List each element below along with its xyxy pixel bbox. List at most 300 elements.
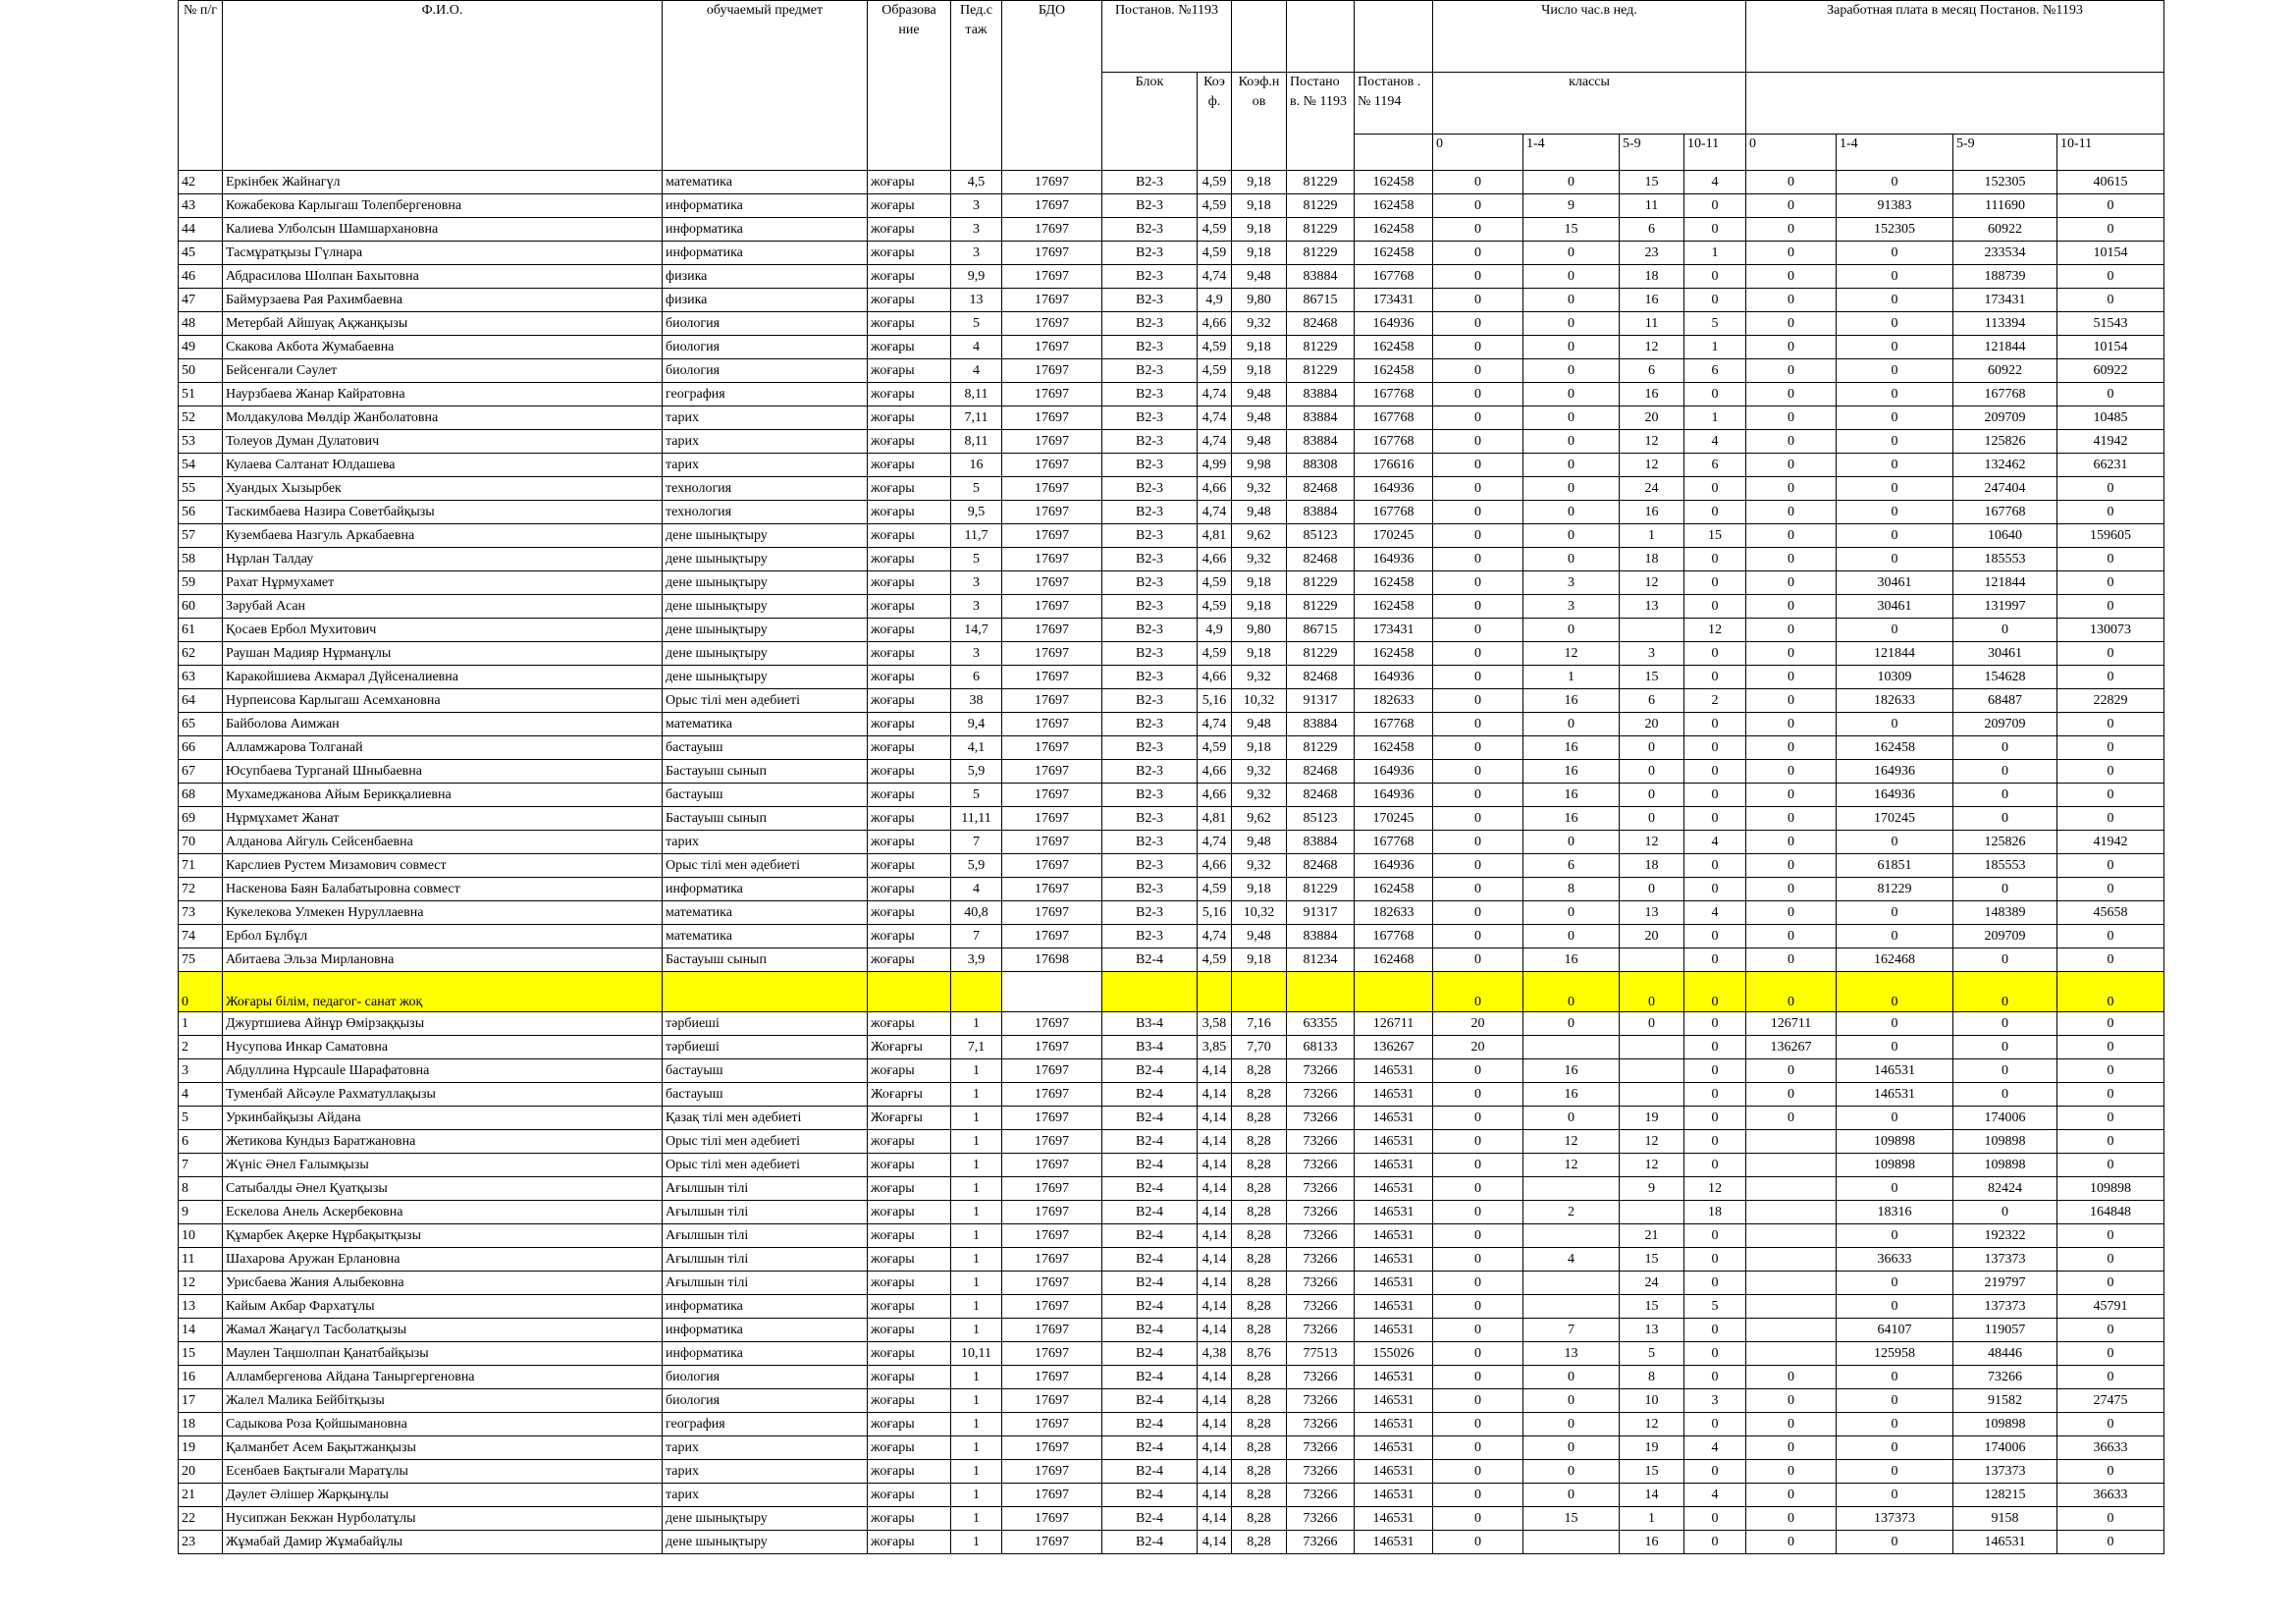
cell-post1194: 136267 (1355, 1036, 1433, 1059)
cell-salary-10-11: 130073 (2057, 619, 2164, 642)
cell-ped: 1 (951, 1389, 1002, 1413)
cell-name: Тасмұратқызы Гүлнара (223, 242, 663, 265)
cell-hours-5-9: 12 (1620, 1154, 1684, 1177)
cell-ped: 5,9 (951, 854, 1002, 878)
cell-subject: информатика (663, 218, 868, 242)
cell-hours-5-9 (1620, 1059, 1684, 1083)
cell-block: В2-4 (1102, 948, 1198, 972)
col-salary-1-4: 1-4 (1837, 135, 1953, 171)
cell-name: Жұмабай Дамир Жұмабайұлы (223, 1531, 663, 1554)
col-classes-header: классы (1433, 73, 1746, 135)
cell-salary-0: 0 (1746, 571, 1837, 595)
cell-hours-1-4: 12 (1523, 1130, 1620, 1154)
cell-name: Молдакулова Мөлдір Жанболатовна (223, 406, 663, 430)
cell-salary-0: 0 (1746, 784, 1837, 807)
cell-hours-1-4 (1523, 1531, 1620, 1554)
cell-hours-5-9: 12 (1620, 454, 1684, 477)
cell-salary-1-4: 81229 (1837, 878, 1953, 901)
cell-hours-0: 0 (1433, 948, 1523, 972)
cell-koef-hv: 10,32 (1232, 901, 1287, 925)
cell-salary-1-4: 0 (1837, 548, 1953, 571)
cell-koef: 4,66 (1198, 784, 1232, 807)
cell-num: 44 (179, 218, 223, 242)
cell-ped: 9,4 (951, 713, 1002, 736)
cell-hours-0: 0 (1433, 1272, 1523, 1295)
cell-hours-10-11: 0 (1684, 1460, 1746, 1484)
cell-hours-5-9: 21 (1620, 1224, 1684, 1248)
cell-block: В2-3 (1102, 501, 1198, 524)
cell-num: 2 (179, 1036, 223, 1059)
cell-salary-0: 0 (1746, 1507, 1837, 1531)
cell-ped: 7,1 (951, 1036, 1002, 1059)
cell-subject: дене шынықтыру (663, 1531, 868, 1554)
cell-salary-1-4: 137373 (1837, 1507, 1953, 1531)
cell-salary-10-11: 0 (2057, 948, 2164, 972)
table-row (179, 571, 2164, 595)
cell-hours-10-11: 0 (1684, 1059, 1746, 1083)
cell-block: В2-3 (1102, 571, 1198, 595)
cell-koef-hv: 9,98 (1232, 454, 1287, 477)
cell-subject: дене шынықтыру (663, 571, 868, 595)
cell-salary-5-9: 0 (1953, 1201, 2057, 1224)
cell-hours-1-4: 16 (1523, 736, 1620, 760)
cell-hours-5-9: 3 (1620, 642, 1684, 666)
cell-salary-1-4: 0 (1837, 477, 1953, 501)
cell-post1194: 146531 (1355, 1248, 1433, 1272)
cell-education: жоғары (868, 1201, 951, 1224)
cell-num: 55 (179, 477, 223, 501)
cell-bdo: 17697 (1002, 242, 1102, 265)
cell-post1194: 170245 (1355, 524, 1433, 548)
cell-block: В2-3 (1102, 713, 1198, 736)
cell-hours-10-11: 0 (1684, 595, 1746, 619)
cell-subject: Ағылшын тілі (663, 1248, 868, 1272)
cell-salary-5-9: 247404 (1953, 477, 2057, 501)
cell-koef: 4,59 (1198, 948, 1232, 972)
cell-hours-1-4 (1523, 1295, 1620, 1319)
cell-num: 56 (179, 501, 223, 524)
cell-num: 1 (179, 1012, 223, 1036)
cell-bdo: 17697 (1002, 831, 1102, 854)
cell-block: В2-4 (1102, 1389, 1198, 1413)
cell-post1193: 81229 (1287, 878, 1355, 901)
cell-salary-5-9: 0 (1953, 948, 2057, 972)
cell-post1194: 167768 (1355, 265, 1433, 289)
cell-hours-10-11: 0 (1684, 1248, 1746, 1272)
cell-hours-0: 0 (1433, 406, 1523, 430)
cell-education: жоғары (868, 359, 951, 383)
cell-bdo: 17697 (1002, 336, 1102, 359)
cell-education: жоғары (868, 1460, 951, 1484)
table-body-main (179, 171, 2164, 972)
cell-salary-1-4: 0 (1837, 265, 1953, 289)
cell-bdo: 17697 (1002, 901, 1102, 925)
cell-post1194: 176616 (1355, 454, 1433, 477)
cell-hours-1-4: 0 (1523, 430, 1620, 454)
cell-name: Нұрлан Талдау (223, 548, 663, 571)
cell-education: Жоғарғы (868, 1083, 951, 1107)
section-cell (1198, 972, 1232, 1012)
cell-koef-hv: 8,28 (1232, 1177, 1287, 1201)
cell-hours-5-9: 5 (1620, 1342, 1684, 1366)
table-row (179, 784, 2164, 807)
cell-salary-5-9: 209709 (1953, 925, 2057, 948)
cell-hours-0: 0 (1433, 925, 1523, 948)
col-fio-header: Ф.И.О. (223, 1, 663, 171)
cell-hours-5-9: 19 (1620, 1436, 1684, 1460)
cell-post1194: 146531 (1355, 1107, 1433, 1130)
cell-education: жоғары (868, 1389, 951, 1413)
section-cell (1002, 972, 1102, 1012)
cell-block: В2-3 (1102, 925, 1198, 948)
cell-bdo: 17697 (1002, 642, 1102, 666)
cell-salary-5-9: 0 (1953, 1059, 2057, 1083)
cell-education: жоғары (868, 312, 951, 336)
cell-salary-0: 0 (1746, 477, 1837, 501)
table-row (179, 1130, 2164, 1154)
cell-koef-hv: 9,18 (1232, 242, 1287, 265)
cell-koef: 4,74 (1198, 713, 1232, 736)
cell-block: В2-3 (1102, 878, 1198, 901)
cell-salary-10-11: 0 (2057, 1154, 2164, 1177)
cell-koef: 4,14 (1198, 1295, 1232, 1319)
cell-block: В2-4 (1102, 1224, 1198, 1248)
cell-koef: 4,14 (1198, 1130, 1232, 1154)
cell-ped: 4 (951, 878, 1002, 901)
cell-salary-10-11: 0 (2057, 1319, 2164, 1342)
cell-hours-0: 0 (1433, 477, 1523, 501)
cell-subject: дене шынықтыру (663, 524, 868, 548)
cell-education: жоғары (868, 736, 951, 760)
cell-bdo: 17697 (1002, 1059, 1102, 1083)
cell-koef-hv: 9,18 (1232, 336, 1287, 359)
cell-salary-1-4: 0 (1837, 1389, 1953, 1413)
cell-name: Баймурзаева Рая Рахимбаевна (223, 289, 663, 312)
col-post1193-header: Постано в. № 1193 (1287, 73, 1355, 171)
cell-name: Юсупбаева Турганай Шныбаевна (223, 760, 663, 784)
cell-hours-0: 0 (1433, 1436, 1523, 1460)
cell-hours-5-9: 16 (1620, 501, 1684, 524)
cell-hours-0: 0 (1433, 218, 1523, 242)
cell-salary-0: 0 (1746, 1366, 1837, 1389)
table-row (179, 1224, 2164, 1248)
cell-post1194: 162458 (1355, 359, 1433, 383)
cell-post1193: 91317 (1287, 689, 1355, 713)
cell-bdo: 17697 (1002, 784, 1102, 807)
cell-hours-1-4: 1 (1523, 666, 1620, 689)
cell-hours-10-11: 0 (1684, 1224, 1746, 1248)
cell-salary-0: 0 (1746, 312, 1837, 336)
cell-hours-0: 0 (1433, 595, 1523, 619)
cell-salary-10-11: 0 (2057, 807, 2164, 831)
cell-salary-0: 0 (1746, 383, 1837, 406)
cell-salary-1-4: 91383 (1837, 194, 1953, 218)
cell-bdo: 17697 (1002, 1366, 1102, 1389)
cell-bdo: 17697 (1002, 878, 1102, 901)
cell-koef-hv: 8,28 (1232, 1154, 1287, 1177)
cell-salary-5-9: 60922 (1953, 359, 2057, 383)
cell-bdo: 17697 (1002, 1036, 1102, 1059)
cell-hours-1-4: 0 (1523, 713, 1620, 736)
cell-hours-10-11: 0 (1684, 1342, 1746, 1366)
cell-post1194: 146531 (1355, 1130, 1433, 1154)
cell-koef: 4,14 (1198, 1507, 1232, 1531)
cell-hours-1-4: 0 (1523, 1012, 1620, 1036)
cell-post1193: 73266 (1287, 1224, 1355, 1248)
col-ped-header: Пед.с таж (951, 1, 1002, 171)
section-value: 0 (1523, 972, 1620, 1012)
cell-subject: технология (663, 501, 868, 524)
cell-block: В2-3 (1102, 807, 1198, 831)
cell-bdo: 17697 (1002, 524, 1102, 548)
cell-subject: тарих (663, 831, 868, 854)
cell-post1193: 86715 (1287, 619, 1355, 642)
cell-koef: 4,14 (1198, 1460, 1232, 1484)
col-empty-3 (1355, 1, 1433, 73)
cell-block: В2-3 (1102, 359, 1198, 383)
cell-bdo: 17697 (1002, 1177, 1102, 1201)
cell-hours-1-4: 0 (1523, 312, 1620, 336)
cell-salary-0: 126711 (1746, 1012, 1837, 1036)
cell-koef: 4,59 (1198, 218, 1232, 242)
cell-hours-1-4: 0 (1523, 619, 1620, 642)
cell-post1194: 162458 (1355, 571, 1433, 595)
cell-post1193: 83884 (1287, 430, 1355, 454)
cell-hours-0: 0 (1433, 359, 1523, 383)
section-cell (1355, 972, 1433, 1012)
cell-hours-5-9: 0 (1620, 807, 1684, 831)
cell-block: В2-4 (1102, 1272, 1198, 1295)
cell-salary-5-9: 9158 (1953, 1507, 2057, 1531)
cell-koef: 4,14 (1198, 1248, 1232, 1272)
cell-ped: 9,9 (951, 265, 1002, 289)
cell-bdo: 17697 (1002, 1107, 1102, 1130)
table-row (179, 383, 2164, 406)
cell-name: Рахат Нұрмухамет (223, 571, 663, 595)
table-row (179, 948, 2164, 972)
section-cell (868, 972, 951, 1012)
cell-salary-0: 0 (1746, 854, 1837, 878)
cell-hours-0: 0 (1433, 1154, 1523, 1177)
cell-subject: дене шынықтыру (663, 595, 868, 619)
cell-salary-10-11: 10485 (2057, 406, 2164, 430)
cell-koef: 4,59 (1198, 878, 1232, 901)
cell-block: В2-3 (1102, 831, 1198, 854)
cell-education: жоғары (868, 1177, 951, 1201)
cell-bdo: 17697 (1002, 1130, 1102, 1154)
cell-num: 62 (179, 642, 223, 666)
cell-salary-5-9: 113394 (1953, 312, 2057, 336)
cell-hours-10-11: 0 (1684, 289, 1746, 312)
cell-salary-0: 0 (1746, 878, 1837, 901)
col-hours-1-4: 1-4 (1523, 135, 1620, 171)
cell-salary-1-4: 0 (1837, 289, 1953, 312)
cell-ped: 1 (951, 1012, 1002, 1036)
cell-koef: 4,59 (1198, 571, 1232, 595)
cell-salary-1-4: 10309 (1837, 666, 1953, 689)
cell-koef-hv: 8,28 (1232, 1059, 1287, 1083)
cell-hours-1-4: 0 (1523, 171, 1620, 194)
cell-post1194: 162458 (1355, 336, 1433, 359)
cell-education: жоғары (868, 430, 951, 454)
cell-post1193: 77513 (1287, 1342, 1355, 1366)
cell-post1194: 164936 (1355, 477, 1433, 501)
cell-post1194: 162458 (1355, 194, 1433, 218)
cell-post1193: 83884 (1287, 265, 1355, 289)
cell-salary-10-11: 0 (2057, 736, 2164, 760)
section-cell (1232, 972, 1287, 1012)
cell-education: жоғары (868, 501, 951, 524)
cell-bdo: 17697 (1002, 736, 1102, 760)
cell-salary-5-9: 137373 (1953, 1248, 2057, 1272)
cell-salary-0 (1746, 1342, 1837, 1366)
cell-salary-10-11: 10154 (2057, 336, 2164, 359)
cell-hours-5-9 (1620, 1201, 1684, 1224)
cell-name: Раушан Мадияр Нұрманұлы (223, 642, 663, 666)
cell-hours-1-4: 0 (1523, 925, 1620, 948)
cell-salary-10-11: 0 (2057, 760, 2164, 784)
cell-ped: 3,9 (951, 948, 1002, 972)
cell-salary-10-11: 41942 (2057, 430, 2164, 454)
cell-koef-hv: 8,28 (1232, 1460, 1287, 1484)
cell-hours-0: 0 (1433, 878, 1523, 901)
cell-salary-1-4: 0 (1837, 383, 1953, 406)
cell-post1194: 146531 (1355, 1413, 1433, 1436)
cell-koef: 4,14 (1198, 1201, 1232, 1224)
cell-salary-10-11: 0 (2057, 194, 2164, 218)
cell-block: В2-4 (1102, 1083, 1198, 1107)
cell-post1194: 173431 (1355, 289, 1433, 312)
cell-name: Кузембаева Назгуль Аркабаевна (223, 524, 663, 548)
cell-salary-1-4: 0 (1837, 501, 1953, 524)
cell-hours-1-4: 6 (1523, 854, 1620, 878)
cell-post1194: 167768 (1355, 831, 1433, 854)
cell-hours-5-9: 18 (1620, 548, 1684, 571)
cell-koef: 4,66 (1198, 760, 1232, 784)
cell-education: жоғары (868, 1484, 951, 1507)
cell-salary-10-11: 40615 (2057, 171, 2164, 194)
cell-salary-1-4: 0 (1837, 713, 1953, 736)
cell-salary-10-11: 0 (2057, 1012, 2164, 1036)
cell-post1193: 81229 (1287, 359, 1355, 383)
cell-block: В2-3 (1102, 477, 1198, 501)
cell-block: В2-4 (1102, 1107, 1198, 1130)
table-row (179, 336, 2164, 359)
cell-bdo: 17697 (1002, 571, 1102, 595)
cell-education: жоғары (868, 477, 951, 501)
cell-koef: 4,9 (1198, 289, 1232, 312)
cell-hours-5-9: 16 (1620, 1531, 1684, 1554)
cell-salary-10-11: 0 (2057, 571, 2164, 595)
cell-post1194: 146531 (1355, 1295, 1433, 1319)
cell-num: 21 (179, 1484, 223, 1507)
cell-hours-0: 0 (1433, 454, 1523, 477)
table-row (179, 736, 2164, 760)
cell-koef: 3,85 (1198, 1036, 1232, 1059)
cell-salary-5-9: 0 (1953, 807, 2057, 831)
cell-salary-1-4: 0 (1837, 901, 1953, 925)
cell-koef: 4,14 (1198, 1224, 1232, 1248)
cell-bdo: 17697 (1002, 265, 1102, 289)
cell-subject: Бастауыш сынып (663, 760, 868, 784)
cell-name: Жүніс Әнел Ғалымқызы (223, 1154, 663, 1177)
cell-koef-hv: 9,48 (1232, 265, 1287, 289)
cell-hours-10-11: 0 (1684, 807, 1746, 831)
cell-salary-1-4: 0 (1837, 1224, 1953, 1248)
cell-salary-10-11: 0 (2057, 383, 2164, 406)
cell-hours-5-9: 13 (1620, 1319, 1684, 1342)
cell-koef: 4,99 (1198, 454, 1232, 477)
cell-bdo: 17697 (1002, 171, 1102, 194)
cell-bdo: 17697 (1002, 430, 1102, 454)
cell-koef-hv: 8,28 (1232, 1366, 1287, 1389)
cell-name: Алламбергенова Айдана Таныргергеновна (223, 1366, 663, 1389)
cell-num: 5 (179, 1107, 223, 1130)
cell-education: жоғары (868, 1248, 951, 1272)
cell-koef-hv: 9,18 (1232, 218, 1287, 242)
col-bdo-header: БДО (1002, 1, 1102, 171)
cell-hours-5-9 (1620, 948, 1684, 972)
cell-name: Толеуов Думан Дулатович (223, 430, 663, 454)
cell-post1193: 73266 (1287, 1130, 1355, 1154)
cell-name: Ескелова Анель Аскербековна (223, 1201, 663, 1224)
cell-salary-10-11: 164848 (2057, 1201, 2164, 1224)
cell-hours-0: 0 (1433, 666, 1523, 689)
table-row (179, 642, 2164, 666)
cell-hours-10-11: 0 (1684, 477, 1746, 501)
cell-block: В2-3 (1102, 689, 1198, 713)
cell-koef-hv: 9,48 (1232, 925, 1287, 948)
cell-bdo: 17697 (1002, 312, 1102, 336)
cell-num: 47 (179, 289, 223, 312)
cell-post1194: 164936 (1355, 784, 1433, 807)
cell-koef: 4,14 (1198, 1083, 1232, 1107)
cell-bdo: 17697 (1002, 1295, 1102, 1319)
cell-hours-5-9: 20 (1620, 406, 1684, 430)
cell-post1194: 146531 (1355, 1531, 1433, 1554)
cell-num: 18 (179, 1413, 223, 1436)
cell-salary-1-4: 61851 (1837, 854, 1953, 878)
table-row (179, 406, 2164, 430)
cell-hours-0: 0 (1433, 1531, 1523, 1554)
cell-num: 71 (179, 854, 223, 878)
col-post1194-header: Постанов . № 1194 (1355, 73, 1433, 135)
cell-post1194: 167768 (1355, 501, 1433, 524)
cell-post1193: 88308 (1287, 454, 1355, 477)
table-row (179, 1366, 2164, 1389)
cell-koef-hv: 9,18 (1232, 948, 1287, 972)
cell-salary-1-4: 164936 (1837, 784, 1953, 807)
cell-koef: 4,74 (1198, 501, 1232, 524)
cell-subject: тарих (663, 1484, 868, 1507)
cell-post1194: 167768 (1355, 383, 1433, 406)
table-row (179, 1507, 2164, 1531)
cell-post1193: 82468 (1287, 548, 1355, 571)
cell-num: 68 (179, 784, 223, 807)
cell-hours-5-9: 0 (1620, 784, 1684, 807)
cell-hours-5-9 (1620, 619, 1684, 642)
cell-bdo: 17697 (1002, 619, 1102, 642)
cell-name: Таскимбаева Назира Советбайқызы (223, 501, 663, 524)
section-title: Жоғары білім, педагог- санат жоқ (223, 972, 663, 1012)
cell-koef: 4,59 (1198, 171, 1232, 194)
section-cell (951, 972, 1002, 1012)
cell-block: В2-4 (1102, 1342, 1198, 1366)
cell-post1193: 81229 (1287, 595, 1355, 619)
cell-koef-hv: 9,48 (1232, 430, 1287, 454)
cell-hours-1-4: 0 (1523, 901, 1620, 925)
cell-salary-1-4: 0 (1837, 831, 1953, 854)
